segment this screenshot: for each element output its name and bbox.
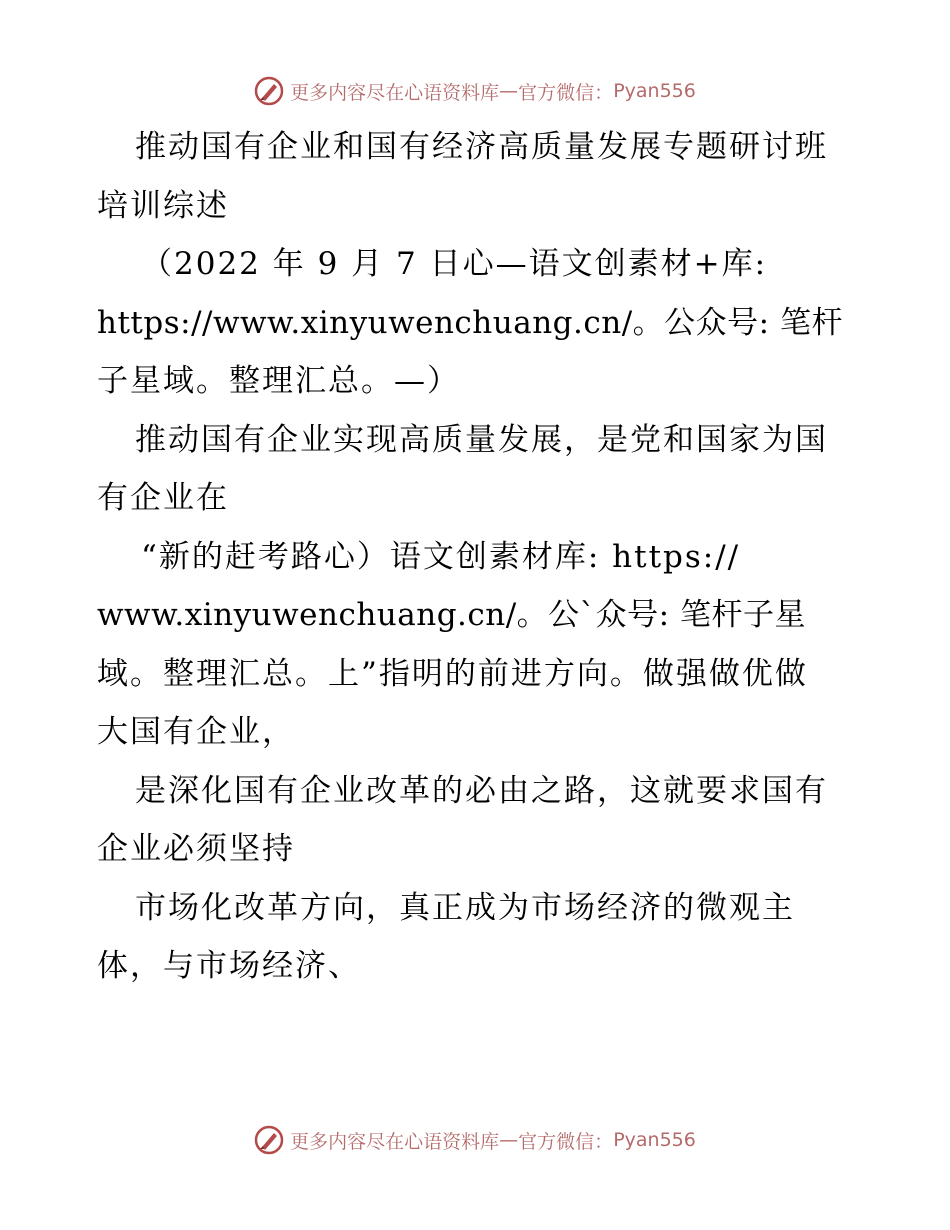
pen-logo-icon [254, 1125, 284, 1155]
text-line: 大国有企业， [97, 714, 295, 750]
text-line: 有企业在 [97, 480, 229, 516]
text-line: “新的赶考路心）语文创素材库: https:// [141, 538, 741, 575]
watermark-text: 更多内容尽在心语资料库 [290, 81, 500, 104]
text-line: 企业必须坚持 [97, 831, 295, 867]
pen-logo-icon [254, 76, 284, 106]
text-line: 推动国有企业实现高质量发展，是党和国家为国 [135, 421, 828, 458]
text-line: 体，与市场经济、 [97, 948, 361, 984]
title-line-1: 推动国有企业和国有经济高质量发展专题研讨班 [135, 129, 828, 165]
watermark-separator: — [499, 1129, 519, 1151]
watermark-text: 更多内容尽在心语资料库 [290, 1130, 500, 1153]
watermark-id: Pyan556 [613, 80, 696, 102]
watermark-id: Pyan556 [613, 1129, 696, 1151]
text-line: 是深化国有企业改革的必由之路，这就要求国有 [135, 772, 828, 809]
text-line: （2022 年 9 月 7 日心—语文创素材+库: [141, 246, 768, 282]
text-line: https://www.xinyuwenchuang.cn/。公众号: 笔杆 [97, 304, 843, 341]
text-line: 域。整理汇总。上”指明的前进方向。做强做优做 [97, 655, 808, 692]
title-line-2: 培训综述 [97, 187, 229, 224]
text-line: 市场化改革方向，真正成为市场经济的微观主 [135, 889, 795, 926]
watermark-label: 官方微信： [518, 1130, 614, 1153]
document-body [97, 118, 857, 996]
header-watermark [0, 71, 950, 111]
watermark-separator: — [499, 80, 519, 102]
text-line: 子星域。整理汇总。—） [97, 363, 460, 399]
text-line: www.xinyuwenchuang.cn/。公`众号: 笔杆子星 [97, 597, 806, 633]
footer-watermark [0, 1120, 950, 1160]
watermark-label: 官方微信： [518, 81, 614, 104]
